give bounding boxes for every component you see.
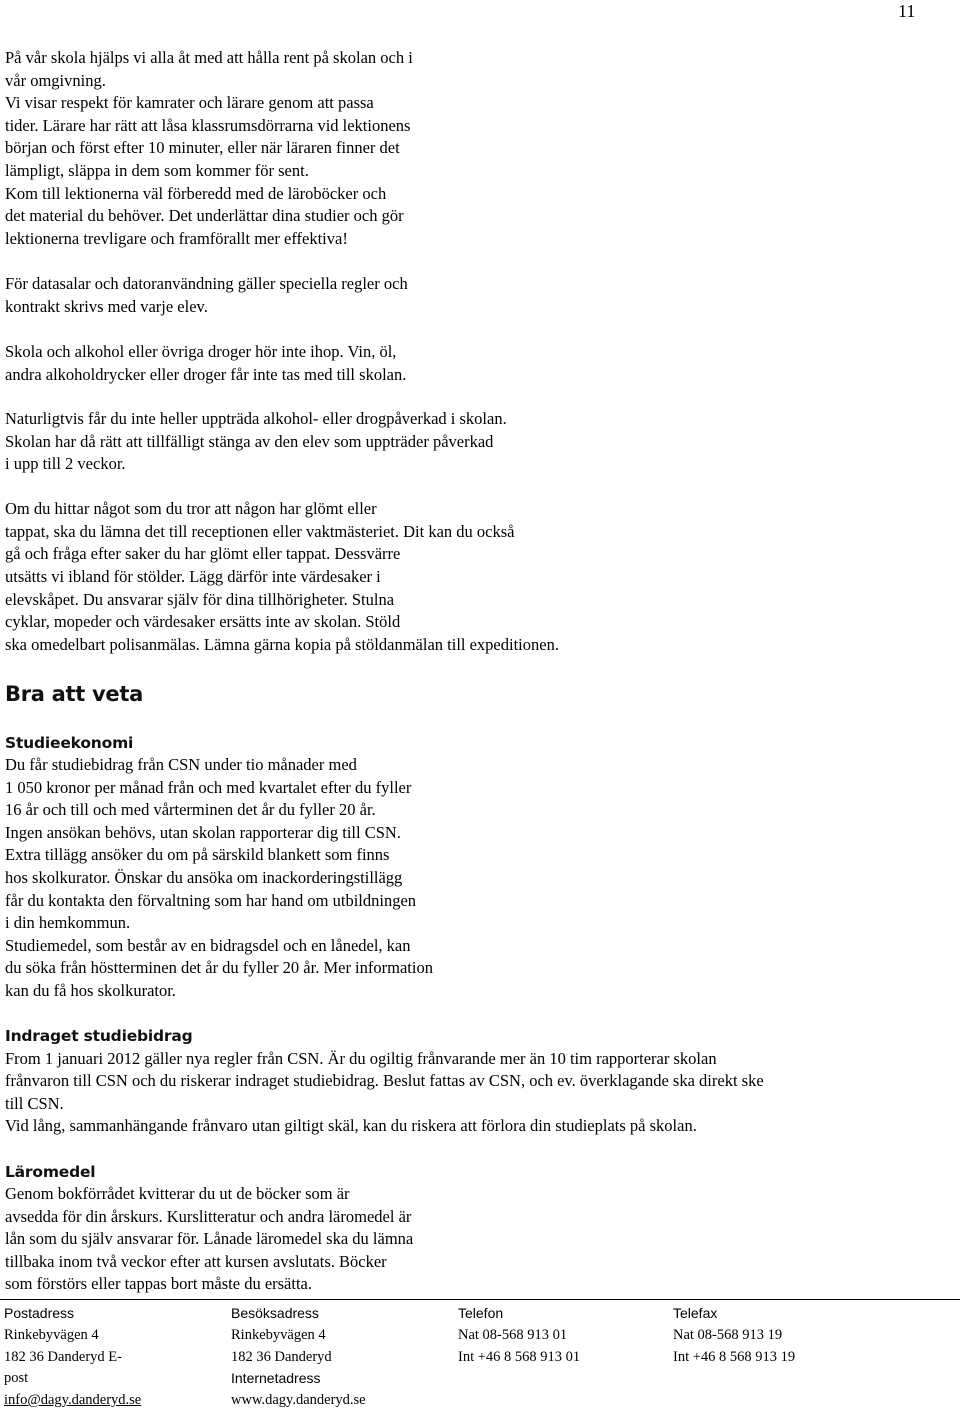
intro-line: Vi visar respekt för kamrater och lärare genom att passa <box>5 93 374 112</box>
footer-besoksadress <box>231 1303 366 1412</box>
studieekonomi-line: i din hemkommun. <box>5 913 131 932</box>
indraget-line: frånvaron till CSN och du riskerar indraget studiebidrag. Beslut fattas av CSN, och ev. överklagande ska direkt ske <box>5 1071 764 1090</box>
telefax-label: Telefax <box>673 1305 718 1321</box>
hittar-line: Om du hittar något som du tror att någon har glömt eller <box>5 499 377 518</box>
telefon-line: Int +46 8 568 913 01 <box>458 1348 581 1365</box>
hittar-line: ska omedelbart polisanmälas. Lämna gärna kopia på stöldanmälan till expeditionen. <box>5 635 559 654</box>
postadress-line: post <box>4 1370 29 1387</box>
indraget-heading: Indraget studiebidrag <box>5 1027 193 1045</box>
intro-line: lämpligt, släppa in dem som kommer för sent. <box>5 161 309 180</box>
telefax-line: Nat 08-568 913 19 <box>673 1326 783 1343</box>
laromedel-heading: Läromedel <box>5 1163 96 1181</box>
footer-divider <box>0 1299 960 1300</box>
telefon-label: Telefon <box>458 1305 504 1321</box>
studieekonomi-line: Studiemedel, som består av en bidragsdel och en lånedel, kan <box>5 936 411 955</box>
naturligtvis-line: Skolan har då rätt att tillfälligt stänga av den elev som uppträder påverkad <box>5 432 494 451</box>
alkohol-line: andra alkoholdrycker eller droger får inte tas med till skolan. <box>5 365 407 384</box>
laromedel-line: som förstörs eller tappas bort måste du ersätta. <box>5 1274 312 1293</box>
postadress-line: Rinkebyvägen 4 <box>4 1326 99 1343</box>
intro-line: tider. Lärare har rätt att låsa klassrumsdörrarna vid lektionens <box>5 116 411 135</box>
hittar-line: gå och fråga efter saker du har glömt eller tappat. Dessvärre <box>5 544 401 563</box>
footer-postadress <box>4 1303 141 1412</box>
studieekonomi-line: Extra tillägg ansöker du om på särskild blankett som finns <box>5 845 390 864</box>
footer <box>0 1303 960 1410</box>
studieekonomi-line: 16 år och till och med vårterminen det år du fyller 20 år. <box>5 800 376 819</box>
besoksadress-line: 182 36 Danderyd <box>231 1348 332 1365</box>
intro-line: På vår skola hjälps vi alla åt med att hålla rent på skolan och i <box>5 48 413 67</box>
intro-line: vår omgivning. <box>5 71 106 90</box>
hittar-line: elevskåpet. Du ansvarar själv för dina tillhörigheter. Stulna <box>5 590 395 609</box>
studieekonomi-line: Du får studiebidrag från CSN under tio månader med <box>5 755 357 774</box>
telefon-line: Nat 08-568 913 01 <box>458 1326 568 1343</box>
laromedel-line: lån som du själv ansvarar för. Lånade läromedel ska du lämna <box>5 1229 414 1248</box>
internetadress-label: Internetadress <box>231 1370 321 1387</box>
indraget-line: Vid lång, sammanhängande frånvaro utan giltigt skäl, kan du riskera att förlora din studieplats på skolan. <box>5 1116 697 1135</box>
studieekonomi-line: 1 050 kronor per månad från och med kvartalet efter du fyller <box>5 778 412 797</box>
indraget-line: till CSN. <box>5 1094 64 1113</box>
footer-telefax <box>673 1303 795 1368</box>
laromedel-line: Genom bokförrådet kvitterar du ut de böcker som är <box>5 1184 350 1203</box>
hittar-line: tappat, ska du lämna det till receptionen eller vaktmästeriet. Dit kan du också <box>5 522 515 541</box>
hittar-line: utsätts vi ibland för stölder. Lägg därför inte värdesaker i <box>5 567 381 586</box>
email-link[interactable]: info@dagy.danderyd.se <box>4 1392 142 1409</box>
naturligtvis-line: Naturligtvis får du inte heller uppträda alkohol- eller drogpåverkad i skolan. <box>5 409 507 428</box>
naturligtvis-line: i upp till 2 veckor. <box>5 454 126 473</box>
studieekonomi-heading: Studieekonomi <box>5 734 134 752</box>
alkohol-line: Skola och alkohol eller övriga droger hör inte ihop. Vin, öl, <box>5 342 397 361</box>
page-number: 11 <box>898 1 916 21</box>
intro-line: början och först efter 10 minuter, eller när läraren finner det <box>5 138 400 157</box>
besoksadress-label: Besöksadress <box>231 1305 319 1321</box>
intro-line: lektionerna trevligare och framförallt mer effektiva! <box>5 229 348 248</box>
postadress-label: Postadress <box>4 1305 75 1321</box>
datasalar-line: kontrakt skrivs med varje elev. <box>5 297 208 316</box>
laromedel-line: tillbaka inom två veckor efter att kursen avslutats. Böcker <box>5 1252 387 1271</box>
studieekonomi-line: du söka från höstterminen det år du fyller 20 år. Mer information <box>5 958 433 977</box>
datasalar-line: För datasalar och datoranvändning gäller speciella regler och <box>5 274 408 293</box>
studieekonomi-line: hos skolkurator. Önskar du ansöka om inackorderingstillägg <box>5 868 403 887</box>
footer-telefon <box>458 1303 580 1368</box>
postadress-line: 182 36 Danderyd E- <box>4 1348 122 1365</box>
indraget-line: From 1 januari 2012 gäller nya regler från CSN. Är du ogiltig frånvarande mer än 10 tim rapporterar skolan <box>5 1049 717 1068</box>
laromedel-line: avsedda för din årskurs. Kurslitteratur och andra läromedel är <box>5 1207 412 1226</box>
besoksadress-line: Rinkebyvägen 4 <box>231 1326 326 1343</box>
studieekonomi-line: kan du få hos skolkurator. <box>5 981 176 1000</box>
telefax-line: Int +46 8 568 913 19 <box>673 1348 796 1365</box>
studieekonomi-line: får du kontakta den förvaltning som har hand om utbildningen <box>5 891 417 910</box>
hittar-line: cyklar, mopeder och värdesaker ersätts inte av skolan. Stöld <box>5 612 401 631</box>
intro-line: det material du behöver. Det underlättar dina studier och gör <box>5 206 404 225</box>
bra-att-veta-heading: Bra att veta <box>5 682 143 706</box>
studieekonomi-line: Ingen ansökan behövs, utan skolan rapporterar dig till CSN. <box>5 823 401 842</box>
intro-line: Kom till lektionerna väl förberedd med de läroböcker och <box>5 184 387 203</box>
website-link[interactable]: www.dagy.danderyd.se <box>231 1392 366 1409</box>
